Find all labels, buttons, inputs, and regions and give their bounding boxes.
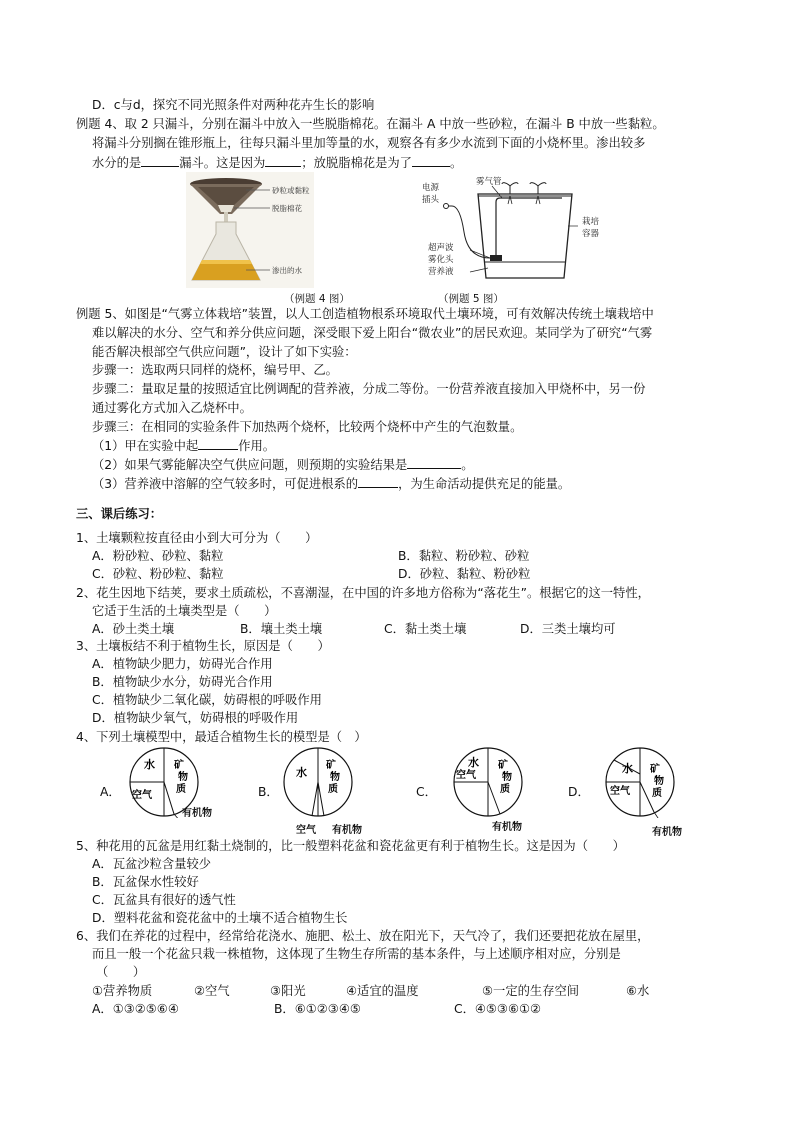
pie-a-water: 水 (144, 758, 155, 771)
pie-d-air: 空气 (610, 786, 630, 797)
ex5-q3: （3）营养液中溶解的空气较多时，可促进根系的 ，为生命活动提供充足的能量。 (92, 477, 571, 491)
ex5-line3: 能否解决根部空气供应问题”，设计了如下实验： (92, 345, 357, 359)
pie-d-min1: 矿 (650, 764, 660, 775)
ex5-line2: 难以解决的水分、空气和养分供应问题，深受眼下爱上阳台“微农业”的居民欢迎。某同学为了研究“气雾 (92, 326, 653, 340)
q3-option-c[interactable]: C．植物缺少二氧化碳，妨碍根的呼吸作用 (92, 693, 322, 707)
q5-option-b[interactable]: B．瓦盆保水性较好 (92, 875, 199, 889)
q3-option-b[interactable]: B．植物缺少水分，妨碍光合作用 (92, 675, 273, 689)
pie-c-min3: 质 (500, 784, 510, 795)
q6-item-5: ⑤一定的生存空间 (482, 984, 580, 998)
q5-option-c[interactable]: C．瓦盆具有很好的透气性 (92, 893, 236, 907)
q4-option-c[interactable]: C． (416, 785, 437, 799)
q2-option-b[interactable]: B．壤土类土壤 (240, 622, 323, 636)
fig5-label-container: 容器 (582, 229, 600, 239)
q5-stem: 5、种花用的瓦盆是用红黏土烧制的，比一般塑料花盆和瓷花盆更有利于植物生长。这是因为（ ） (76, 839, 625, 853)
q4-pie-b (282, 746, 354, 818)
fig5-label-nutrient: 营养液 (428, 267, 454, 277)
pie-d-min2: 物 (654, 776, 664, 787)
pie-b-min1: 矿 (326, 760, 336, 771)
ex5-q1: （1）甲在实验中起 作用。 (92, 439, 276, 453)
fig4-label-cotton: 脱脂棉花 (272, 204, 302, 213)
q3-option-a[interactable]: A．植物缺少肥力，妨碍光合作用 (92, 657, 273, 671)
pie-c-min2: 物 (502, 772, 512, 783)
fig5-label-cultivate: 栽培 (582, 217, 600, 227)
q6-item-2: ②空气 (194, 984, 230, 998)
pie-c-organic: 有机物 (492, 822, 522, 833)
q4-pie-c (452, 746, 524, 818)
q4-option-b[interactable]: B． (258, 785, 279, 799)
fig4-label-soil: 砂粒或黏粒 (272, 186, 310, 195)
ex4-blank-2[interactable] (265, 154, 301, 167)
pie-c-air: 空气 (456, 770, 476, 781)
ex4-blank-1[interactable] (141, 154, 179, 167)
q6-stem1: 6、我们在养花的过程中，经常给花浇水、施肥、松土、放在阳光下，天气冷了，我们还要把花放在屋里， (76, 929, 650, 943)
pie-d-min3: 质 (652, 788, 662, 799)
prev-option-d: D．c与d，探究不同光照条件对两种花卉生长的影响 (92, 98, 375, 112)
q6-option-a[interactable]: A．①③②⑤⑥④ (92, 1002, 179, 1016)
ex5-line1: 例题 5、如图是“气雾立体栽培”装置，以人工创造植物根系环境取代土壤环境，可有效解决传统土壤栽培中 (76, 307, 654, 321)
ex4-line2: 将漏斗分别搁在锥形瓶上，往每只漏斗里加等量的水，观察各有多少水流到下面的小烧杯里。渗出较多 (92, 136, 646, 150)
q5-option-d[interactable]: D．塑料花盆和瓷花盆中的土壤不适合植物生长 (92, 911, 348, 925)
q3-option-d[interactable]: D．植物缺少氧气，妨碍根的呼吸作用 (92, 711, 299, 725)
q2-stem2: 它适于生活的土壤类型是（ ） (92, 604, 277, 618)
q6-stem3: （ ） (96, 965, 146, 979)
ex4-funnel-figure (186, 172, 314, 288)
q2-option-d[interactable]: D．三类土壤均可 (520, 622, 616, 636)
pie-b-water: 水 (296, 766, 307, 779)
q4-option-d[interactable]: D． (568, 785, 590, 799)
ex4-blank-3[interactable] (412, 154, 450, 167)
ex5-step3: 步骤三：在相同的实验条件下加热两个烧杯，比较两个烧杯中产生的气泡数量。 (92, 420, 523, 434)
pie-a-min2: 物 (178, 772, 188, 783)
q4-pie-d (604, 746, 676, 818)
q4-option-a[interactable]: A． (100, 785, 121, 799)
ex5-aeroponics-figure (422, 172, 612, 288)
q4-stem: 4、下列土壤模型中，最适合植物生长的模型是（ ） (76, 730, 367, 744)
fig5-label-power: 电源 (422, 183, 440, 193)
q1-stem: 1、土壤颗粒按直径由小到大可分为（ ） (76, 531, 318, 545)
pie-b-air: 空气 (296, 825, 316, 836)
fig4-label-water: 渗出的水 (272, 266, 302, 275)
fig5-label-ultrasonic: 超声波 (428, 243, 454, 253)
ex4-caption: （例题 4 图） (284, 293, 350, 305)
q2-option-a[interactable]: A．砂土类土壤 (92, 622, 175, 636)
q1-option-c[interactable]: C．砂粒、粉砂粒、黏粒 (92, 567, 224, 581)
fig5-label-plug: 插头 (422, 195, 440, 205)
pie-b-min2: 物 (330, 772, 340, 783)
ex5-caption: （例题 5 图） (438, 293, 504, 305)
ex5-q2: （2）如果气雾能解决空气供应问题，则预期的实验结果是 。 (92, 458, 474, 472)
q1-option-b[interactable]: B．黏粒、粉砂粒、砂粒 (398, 549, 530, 563)
q3-stem: 3、土壤板结不利于植物生长，原因是（ ） (76, 639, 330, 653)
pie-a-organic: 有机物 (182, 808, 212, 819)
pie-a-air: 空气 (132, 790, 152, 801)
ex5-step2b: 通过雾化方式加入乙烧杯中。 (92, 401, 252, 415)
section3-title: 三、课后练习： (76, 507, 163, 521)
pie-b-organic: 有机物 (332, 825, 362, 836)
q1-option-d[interactable]: D．砂粒、黏粒、粉砂粒 (398, 567, 531, 581)
pie-a-min1: 矿 (174, 760, 184, 771)
pie-b-min3: 质 (328, 784, 338, 795)
ex4-line3: 水分的是 漏斗。这是因为 ；放脱脂棉花是为了 。 (92, 156, 463, 170)
q5-option-a[interactable]: A．瓦盆沙粒含量较少 (92, 857, 212, 871)
q6-option-c[interactable]: C．④⑤③⑥①② (454, 1002, 542, 1016)
pie-c-water: 水 (468, 756, 479, 769)
q6-stem2: 而且一般一个花盆只栽一株植物，这体现了生物生存所需的基本条件，与上述顺序相对应，分别是 (92, 947, 621, 961)
ex5-blank-2[interactable] (407, 456, 461, 469)
q6-item-4: ④适宜的温度 (346, 984, 419, 998)
q6-option-b[interactable]: B．⑥①②③④⑤ (274, 1002, 361, 1016)
pie-a-min3: 质 (176, 784, 186, 795)
q6-item-1: ①营养物质 (92, 984, 153, 998)
fig5-label-atomizer: 雾化头 (428, 255, 454, 265)
ex4-line1: 例题 4、取 2 只漏斗，分别在漏斗中放入一些脱脂棉花。在漏斗 A 中放一些砂粒，在漏斗 B 中放一些黏粒。 (76, 117, 665, 131)
q6-item-3: ③阳光 (270, 984, 306, 998)
fig5-label-mist-pipe: 雾气管 (476, 177, 502, 187)
ex5-blank-1[interactable] (198, 437, 238, 450)
pie-d-organic: 有机物 (652, 827, 682, 838)
q2-option-c[interactable]: C．黏土类土壤 (384, 622, 467, 636)
pie-d-water: 水 (622, 762, 633, 775)
q2-stem1: 2、花生因地下结荚，要求土质疏松，不喜潮湿，在中国的许多地方俗称为“落花生”。根据它的这一特性， (76, 586, 650, 600)
q1-option-a[interactable]: A．粉砂粒、砂粒、黏粒 (92, 549, 224, 563)
ex5-blank-3[interactable] (358, 475, 398, 488)
q6-item-6: ⑥水 (626, 984, 650, 998)
ex5-step1: 步骤一：选取两只同样的烧杯，编号甲、乙。 (92, 363, 338, 377)
pie-c-min1: 矿 (498, 760, 508, 771)
ex5-step2a: 步骤二：量取足量的按照适宜比例调配的营养液，分成二等份。一份营养液直接加入甲烧杯中，另一份 (92, 382, 646, 396)
